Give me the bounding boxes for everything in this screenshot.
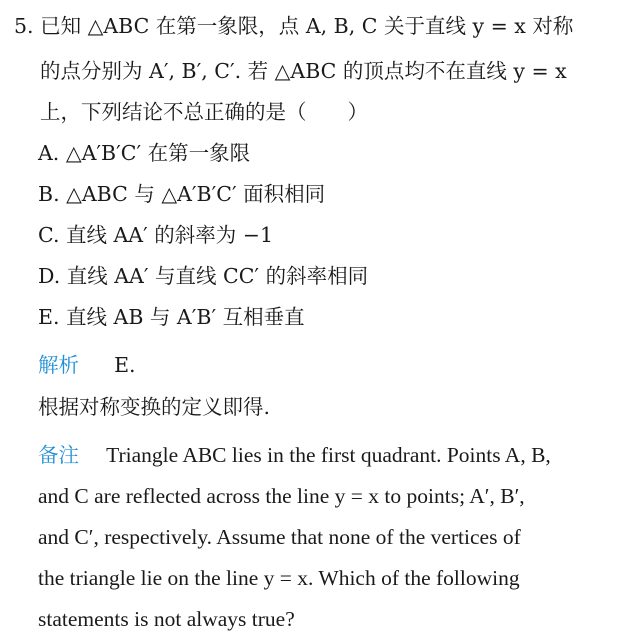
note-line-5: statements is not always true? (38, 607, 295, 631)
note-line-3: and C′, respectively. Assume that none of the vertices of (38, 525, 521, 549)
option-e: E. 直线 AB 与 A′B′ 互相垂直 (38, 305, 305, 329)
option-c: C. 直线 AA′ 的斜率为 −1 (38, 223, 274, 247)
problem-line-3: 上，下列结论不总正确的是（ ） (40, 100, 368, 124)
option-b: B. △ABC 与 △A′B′C′ 面积相同 (38, 182, 326, 206)
option-a: A. △A′B′C′ 在第一象限 (38, 141, 251, 165)
problem-line-1: 5. 已知 △ABC 在第一象限，点 A, B, C 关于直线 y = x 对称 (14, 14, 574, 38)
analysis-answer: E. (114, 353, 136, 377)
note-row-1 (38, 441, 551, 469)
option-d: D. 直线 AA′ 与直线 CC′ 的斜率相同 (38, 264, 369, 288)
analysis-row (38, 351, 136, 379)
note-label: 备注 (38, 443, 79, 467)
analysis-label: 解析 (38, 353, 79, 377)
analysis-explanation: 根据对称变换的定义即得. (38, 395, 271, 419)
note-line-1: Triangle ABC lies in the first quadrant. Points A, B, (106, 443, 551, 467)
note-line-4: the triangle lie on the line y = x. Which of the following (38, 566, 520, 590)
note-line-2: and C are reflected across the line y = x to points; A′, B′, (38, 484, 525, 508)
problem-line-2: 的点分别为 A′, B′, C′. 若 △ABC 的顶点均不在直线 y = x (40, 59, 567, 83)
